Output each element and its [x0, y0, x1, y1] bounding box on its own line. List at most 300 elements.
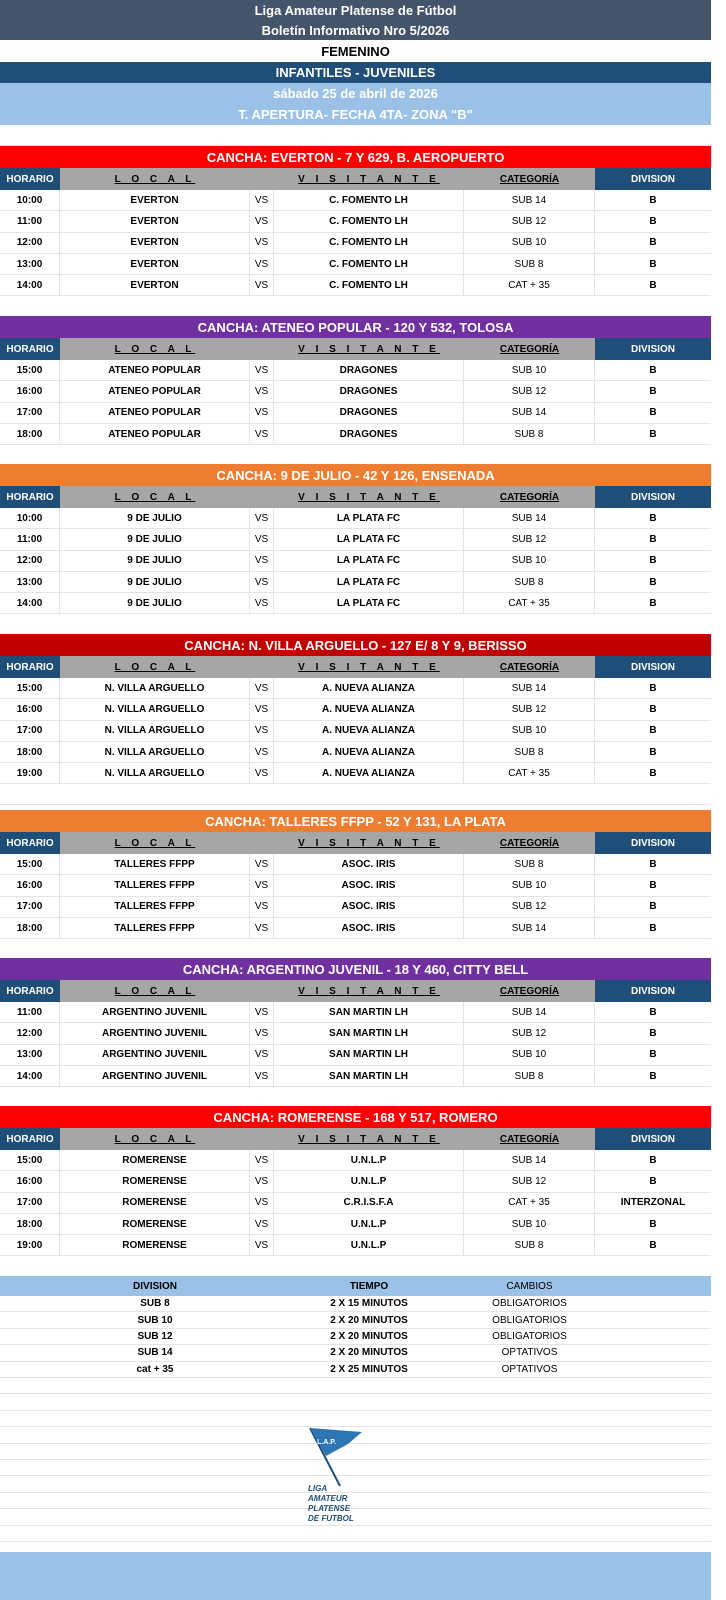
logo-line: LIGA	[308, 1484, 328, 1493]
column-header-categoria: CATEGORÍA	[499, 491, 560, 503]
match-category: SUB 10	[464, 1214, 595, 1234]
match-time: 11:00	[0, 1002, 60, 1022]
match-visitor-team: U.N.L.P	[274, 1150, 464, 1170]
match-row	[0, 403, 711, 424]
summary-row	[0, 1362, 711, 1378]
match-local-team: EVERTON	[60, 190, 250, 210]
match-time: 17:00	[0, 897, 60, 917]
match-local-team: ROMERENSE	[60, 1193, 250, 1213]
match-visitor-team: ASOC. IRIS	[274, 875, 464, 895]
match-division: B	[649, 1175, 657, 1187]
column-header-horario: HORARIO	[0, 980, 60, 1002]
match-vs: VS	[250, 918, 274, 938]
match-row	[0, 551, 711, 572]
logo-line: PLATENSE	[308, 1504, 351, 1513]
match-division: B	[649, 746, 657, 758]
match-vs: VS	[250, 1150, 274, 1170]
match-local-team: ARGENTINO JUVENIL	[60, 1023, 250, 1043]
bulletin-number: Boletín Informativo Nro 5/2026	[0, 20, 711, 40]
column-header-visitante: V I S I T A N T E	[298, 837, 440, 849]
field-title: CANCHA: ROMERENSE - 168 Y 517, ROMERO	[0, 1106, 711, 1128]
logo-line: DE FUTBOL	[308, 1514, 354, 1523]
match-vs: VS	[250, 233, 274, 253]
field-section	[0, 810, 711, 960]
match-vs: VS	[250, 1066, 274, 1086]
match-category: SUB 8	[464, 254, 595, 274]
match-local-team: 9 DE JULIO	[60, 593, 250, 613]
match-visitor-team: LA PLATA FC	[274, 529, 464, 549]
match-visitor-team: A. NUEVA ALIANZA	[274, 678, 464, 698]
match-local-team: TALLERES FFPP	[60, 918, 250, 938]
match-category: CAT + 35	[464, 1193, 595, 1213]
column-header-visitante: V I S I T A N T E	[298, 1133, 440, 1145]
match-visitor-team: C. FOMENTO LH	[274, 254, 464, 274]
summary-division-header: DIVISION	[133, 1280, 177, 1292]
match-category: SUB 8	[464, 1235, 595, 1255]
summary-time-header: TIEMPO	[349, 1280, 389, 1292]
match-category: SUB 12	[464, 211, 595, 231]
match-local-team: 9 DE JULIO	[60, 529, 250, 549]
match-vs: VS	[250, 897, 274, 917]
match-visitor-team: C. FOMENTO LH	[274, 233, 464, 253]
match-category: SUB 12	[464, 529, 595, 549]
match-category: CAT + 35	[464, 275, 595, 295]
match-local-team: N. VILLA ARGUELLO	[60, 763, 250, 783]
match-category: SUB 10	[464, 360, 595, 380]
spacer-row	[0, 296, 711, 317]
field-section	[0, 1106, 711, 1277]
column-header-row	[0, 486, 711, 508]
column-header-local: L O C A L	[114, 1133, 196, 1145]
match-division: B	[649, 385, 657, 397]
match-category: CAT + 35	[464, 763, 595, 783]
match-category: SUB 12	[464, 381, 595, 401]
match-time: 18:00	[0, 918, 60, 938]
column-header-row	[0, 832, 711, 854]
match-division: B	[649, 533, 657, 545]
match-vs: VS	[250, 721, 274, 741]
match-division: B	[649, 1006, 657, 1018]
match-local-team: 9 DE JULIO	[60, 551, 250, 571]
match-visitor-team: U.N.L.P	[274, 1235, 464, 1255]
match-row	[0, 1150, 711, 1171]
match-time: 16:00	[0, 1171, 60, 1191]
match-row	[0, 1235, 711, 1256]
match-time: 13:00	[0, 572, 60, 592]
field-title: CANCHA: 9 DE JULIO - 42 Y 126, ENSENADA	[0, 464, 711, 486]
match-visitor-team: DRAGONES	[274, 360, 464, 380]
tournament-label: T. APERTURA- FECHA 4TA- ZONA "B"	[0, 104, 711, 125]
match-division: B	[649, 364, 657, 376]
match-division: B	[649, 879, 657, 891]
match-time: 12:00	[0, 233, 60, 253]
match-vs: VS	[250, 424, 274, 444]
match-local-team: 9 DE JULIO	[60, 508, 250, 528]
logo-flag-text: L.A.P.	[317, 1439, 336, 1446]
match-row	[0, 275, 711, 296]
match-time: 14:00	[0, 275, 60, 295]
match-local-team: EVERTON	[60, 233, 250, 253]
match-time: 19:00	[0, 763, 60, 783]
match-row	[0, 897, 711, 918]
match-category: SUB 8	[464, 742, 595, 762]
match-vs: VS	[250, 190, 274, 210]
spacer-row	[0, 125, 711, 146]
match-time: 15:00	[0, 678, 60, 698]
match-vs: VS	[250, 381, 274, 401]
match-visitor-team: C.R.I.S.F.A	[274, 1193, 464, 1213]
match-time: 10:00	[0, 190, 60, 210]
match-category: SUB 14	[464, 403, 595, 423]
column-header-categoria: CATEGORÍA	[499, 661, 560, 673]
summary-division: SUB 14	[137, 1347, 173, 1359]
match-time: 16:00	[0, 381, 60, 401]
match-time: 12:00	[0, 551, 60, 571]
match-row	[0, 918, 711, 939]
column-header-categoria: CATEGORÍA	[499, 837, 560, 849]
match-vs: VS	[250, 254, 274, 274]
match-category: SUB 10	[464, 551, 595, 571]
match-visitor-team: C. FOMENTO LH	[274, 190, 464, 210]
match-time: 11:00	[0, 211, 60, 231]
column-header-division: DIVISION	[595, 1128, 711, 1150]
match-division: B	[649, 1070, 657, 1082]
match-row	[0, 1193, 711, 1214]
match-division: B	[649, 682, 657, 694]
match-time: 13:00	[0, 254, 60, 274]
match-visitor-team: ASOC. IRIS	[274, 918, 464, 938]
match-visitor-team: A. NUEVA ALIANZA	[274, 699, 464, 719]
match-division: B	[649, 215, 657, 227]
match-time: 15:00	[0, 854, 60, 874]
field-title: CANCHA: ARGENTINO JUVENIL - 18 Y 460, CITTY BELL	[0, 958, 711, 980]
match-local-team: TALLERES FFPP	[60, 875, 250, 895]
match-local-team: TALLERES FFPP	[60, 854, 250, 874]
match-category: SUB 14	[464, 678, 595, 698]
column-header-division: DIVISION	[595, 486, 711, 508]
match-local-team: EVERTON	[60, 254, 250, 274]
match-visitor-team: A. NUEVA ALIANZA	[274, 763, 464, 783]
footer-band	[0, 1552, 711, 1600]
match-vs: VS	[250, 875, 274, 895]
match-vs: VS	[250, 1193, 274, 1213]
match-division: B	[649, 555, 657, 567]
categories-label: INFANTILES - JUVENILES	[0, 62, 711, 83]
column-header-horario: HORARIO	[0, 168, 60, 190]
match-vs: VS	[250, 211, 274, 231]
logo-line: AMATEUR	[308, 1494, 348, 1503]
match-visitor-team: SAN MARTIN LH	[274, 1002, 464, 1022]
summary-time: 2 X 20 MINUTOS	[330, 1347, 408, 1359]
match-row	[0, 424, 711, 445]
match-category: SUB 10	[464, 233, 595, 253]
field-title: CANCHA: ATENEO POPULAR - 120 Y 532, TOLOSA	[0, 316, 711, 338]
match-local-team: TALLERES FFPP	[60, 897, 250, 917]
match-row	[0, 508, 711, 529]
match-row	[0, 1045, 711, 1066]
match-local-team: N. VILLA ARGUELLO	[60, 742, 250, 762]
logo-text	[308, 1484, 354, 1524]
match-row	[0, 593, 711, 614]
match-row	[0, 1214, 711, 1235]
match-division: B	[649, 194, 657, 206]
match-row	[0, 678, 711, 699]
match-category: SUB 10	[464, 721, 595, 741]
match-row	[0, 742, 711, 763]
column-header-division: DIVISION	[595, 980, 711, 1002]
match-time: 17:00	[0, 721, 60, 741]
match-time: 17:00	[0, 403, 60, 423]
summary-division: SUB 8	[140, 1298, 170, 1310]
match-local-team: N. VILLA ARGUELLO	[60, 678, 250, 698]
match-time: 12:00	[0, 1023, 60, 1043]
match-local-team: ATENEO POPULAR	[60, 381, 250, 401]
match-time: 14:00	[0, 593, 60, 613]
match-row	[0, 233, 711, 254]
match-division: B	[649, 576, 657, 588]
field-section	[0, 146, 711, 317]
match-category: SUB 8	[464, 854, 595, 874]
match-division: B	[649, 858, 657, 870]
match-date: sábado 25 de abril de 2026	[0, 83, 711, 104]
match-row	[0, 360, 711, 381]
match-division: B	[649, 901, 657, 913]
spacer-row	[0, 614, 711, 635]
match-local-team: ROMERENSE	[60, 1214, 250, 1234]
summary-changes: OBLIGATORIOS	[492, 1314, 567, 1326]
match-row	[0, 254, 711, 275]
field-section	[0, 464, 711, 635]
summary-time: 2 X 20 MINUTOS	[330, 1314, 408, 1326]
match-vs: VS	[250, 529, 274, 549]
column-header-categoria: CATEGORÍA	[499, 985, 560, 997]
match-category: SUB 14	[464, 1150, 595, 1170]
column-header-horario: HORARIO	[0, 486, 60, 508]
match-local-team: ARGENTINO JUVENIL	[60, 1045, 250, 1065]
column-header-local: L O C A L	[114, 985, 196, 997]
match-visitor-team: U.N.L.P	[274, 1214, 464, 1234]
column-header-division: DIVISION	[595, 656, 711, 678]
match-division: B	[649, 1049, 657, 1061]
column-header-row	[0, 980, 711, 1002]
column-header-categoria: CATEGORÍA	[499, 1133, 560, 1145]
column-header-categoria: CATEGORÍA	[499, 173, 560, 185]
match-local-team: 9 DE JULIO	[60, 572, 250, 592]
summary-changes: OPTATIVOS	[501, 1347, 558, 1359]
column-header-visitante: V I S I T A N T E	[298, 661, 440, 673]
column-header-local: L O C A L	[114, 491, 196, 503]
column-header-visitante: V I S I T A N T E	[298, 985, 440, 997]
match-visitor-team: DRAGONES	[274, 424, 464, 444]
match-vs: VS	[250, 508, 274, 528]
match-division: B	[649, 703, 657, 715]
match-vs: VS	[250, 1235, 274, 1255]
match-row	[0, 572, 711, 593]
match-division: INTERZONAL	[620, 1197, 686, 1209]
match-visitor-team: LA PLATA FC	[274, 593, 464, 613]
match-vs: VS	[250, 572, 274, 592]
match-vs: VS	[250, 360, 274, 380]
match-vs: VS	[250, 854, 274, 874]
match-row	[0, 1023, 711, 1044]
match-local-team: ARGENTINO JUVENIL	[60, 1002, 250, 1022]
column-header-division: DIVISION	[595, 338, 711, 360]
column-header-row	[0, 656, 711, 678]
match-category: SUB 8	[464, 424, 595, 444]
summary-time: 2 X 20 MINUTOS	[330, 1330, 408, 1342]
summary-division: SUB 10	[137, 1314, 173, 1326]
match-time: 17:00	[0, 1193, 60, 1213]
match-category: SUB 14	[464, 508, 595, 528]
match-visitor-team: C. FOMENTO LH	[274, 275, 464, 295]
match-division: B	[649, 237, 657, 249]
match-time: 16:00	[0, 875, 60, 895]
match-category: SUB 12	[464, 1023, 595, 1043]
match-division: B	[649, 767, 657, 779]
match-time: 14:00	[0, 1066, 60, 1086]
match-visitor-team: SAN MARTIN LH	[274, 1066, 464, 1086]
summary-changes-header: CAMBIOS	[506, 1280, 553, 1292]
column-header-visitante: V I S I T A N T E	[298, 491, 440, 503]
match-local-team: ATENEO POPULAR	[60, 403, 250, 423]
match-local-team: EVERTON	[60, 275, 250, 295]
match-visitor-team: U.N.L.P	[274, 1171, 464, 1191]
match-category: SUB 12	[464, 897, 595, 917]
league-title: Liga Amateur Platense de Fútbol	[0, 0, 711, 20]
match-local-team: ROMERENSE	[60, 1235, 250, 1255]
match-category: SUB 14	[464, 918, 595, 938]
match-visitor-team: LA PLATA FC	[274, 508, 464, 528]
column-header-horario: HORARIO	[0, 1128, 60, 1150]
column-header-division: DIVISION	[595, 168, 711, 190]
match-vs: VS	[250, 1045, 274, 1065]
column-header-row	[0, 1128, 711, 1150]
match-category: SUB 14	[464, 1002, 595, 1022]
match-category: SUB 12	[464, 1171, 595, 1191]
match-category: SUB 8	[464, 572, 595, 592]
match-time: 18:00	[0, 742, 60, 762]
match-division: B	[649, 407, 657, 419]
match-vs: VS	[250, 403, 274, 423]
match-visitor-team: ASOC. IRIS	[274, 854, 464, 874]
column-header-horario: HORARIO	[0, 656, 60, 678]
match-time: 11:00	[0, 529, 60, 549]
match-category: SUB 14	[464, 190, 595, 210]
match-local-team: ARGENTINO JUVENIL	[60, 1066, 250, 1086]
match-visitor-team: LA PLATA FC	[274, 572, 464, 592]
match-visitor-team: A. NUEVA ALIANZA	[274, 721, 464, 741]
column-header-local: L O C A L	[114, 837, 196, 849]
match-division: B	[649, 1239, 657, 1251]
match-time: 15:00	[0, 1150, 60, 1170]
match-category: SUB 12	[464, 699, 595, 719]
summary-changes: OBLIGATORIOS	[492, 1330, 567, 1342]
match-local-team: ROMERENSE	[60, 1150, 250, 1170]
field-section	[0, 634, 711, 805]
match-visitor-team: A. NUEVA ALIANZA	[274, 742, 464, 762]
match-category: SUB 10	[464, 1045, 595, 1065]
column-header-visitante: V I S I T A N T E	[298, 173, 440, 185]
summary-row	[0, 1312, 711, 1328]
match-local-team: N. VILLA ARGUELLO	[60, 699, 250, 719]
field-title: CANCHA: EVERTON - 7 Y 629, B. AEROPUERTO	[0, 146, 711, 168]
column-header-local: L O C A L	[114, 173, 196, 185]
match-division: B	[649, 512, 657, 524]
match-row	[0, 875, 711, 896]
empty-grid-row	[0, 1378, 711, 1394]
summary-changes: OPTATIVOS	[501, 1363, 558, 1375]
match-visitor-team: SAN MARTIN LH	[274, 1023, 464, 1043]
column-header-categoria: CATEGORÍA	[499, 343, 560, 355]
match-division: B	[649, 922, 657, 934]
match-vs: VS	[250, 1214, 274, 1234]
match-vs: VS	[250, 275, 274, 295]
match-division: B	[649, 279, 657, 291]
match-time: 16:00	[0, 699, 60, 719]
match-vs: VS	[250, 699, 274, 719]
match-visitor-team: C. FOMENTO LH	[274, 211, 464, 231]
field-title: CANCHA: TALLERES FFPP - 52 Y 131, LA PLATA	[0, 810, 711, 832]
match-local-team: ROMERENSE	[60, 1171, 250, 1191]
match-local-team: ATENEO POPULAR	[60, 360, 250, 380]
summary-row	[0, 1296, 711, 1312]
match-local-team: ATENEO POPULAR	[60, 424, 250, 444]
match-row	[0, 1002, 711, 1023]
match-visitor-team: ASOC. IRIS	[274, 897, 464, 917]
column-header-division: DIVISION	[595, 832, 711, 854]
match-vs: VS	[250, 1171, 274, 1191]
match-division: B	[649, 1027, 657, 1039]
match-vs: VS	[250, 763, 274, 783]
match-row	[0, 854, 711, 875]
column-header-horario: HORARIO	[0, 338, 60, 360]
match-row	[0, 381, 711, 402]
match-row	[0, 1066, 711, 1087]
spacer-row	[0, 1256, 711, 1277]
column-header-row	[0, 168, 711, 190]
match-time: 18:00	[0, 1214, 60, 1234]
match-visitor-team: LA PLATA FC	[274, 551, 464, 571]
summary-row	[0, 1345, 711, 1361]
match-category: SUB 8	[464, 1066, 595, 1086]
match-visitor-team: DRAGONES	[274, 381, 464, 401]
match-time: 10:00	[0, 508, 60, 528]
match-vs: VS	[250, 551, 274, 571]
column-header-row	[0, 338, 711, 360]
match-row	[0, 699, 711, 720]
match-vs: VS	[250, 593, 274, 613]
summary-time: 2 X 15 MINUTOS	[330, 1298, 408, 1310]
match-row	[0, 1171, 711, 1192]
match-time: 19:00	[0, 1235, 60, 1255]
match-row	[0, 529, 711, 550]
match-row	[0, 190, 711, 211]
match-time: 18:00	[0, 424, 60, 444]
column-header-horario: HORARIO	[0, 832, 60, 854]
match-vs: VS	[250, 678, 274, 698]
match-vs: VS	[250, 1002, 274, 1022]
summary-row	[0, 1329, 711, 1345]
column-header-local: L O C A L	[114, 661, 196, 673]
match-division: B	[649, 258, 657, 270]
match-visitor-team: DRAGONES	[274, 403, 464, 423]
match-row	[0, 721, 711, 742]
column-header-local: L O C A L	[114, 343, 196, 355]
match-division: B	[649, 1154, 657, 1166]
match-category: SUB 10	[464, 875, 595, 895]
summary-division: SUB 12	[137, 1330, 173, 1342]
match-division: B	[649, 1218, 657, 1230]
